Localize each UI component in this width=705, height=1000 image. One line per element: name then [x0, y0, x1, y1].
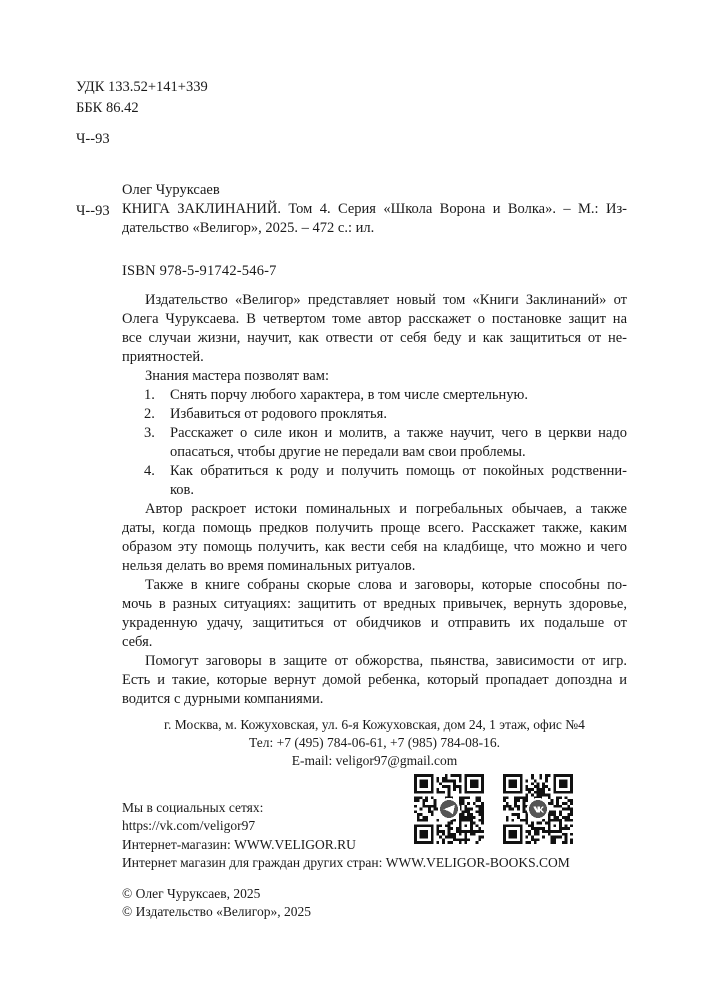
- list-number: 1.: [144, 387, 155, 403]
- list-text: опасаться, чтобы другие не передали вам свои проблемы.: [170, 444, 526, 460]
- annotation: [122, 291, 627, 709]
- paragraph-intro: [122, 291, 627, 367]
- text-line: себя.: [122, 634, 153, 650]
- copyright-publisher: © Издательство «Велигор», 2025: [122, 904, 311, 919]
- social-label: Мы в социальных сетях:: [122, 800, 264, 815]
- paragraph-spells: [122, 576, 627, 652]
- email: E-mail: veligor97@gmail.com: [291, 753, 458, 768]
- text-line: Автор раскроет истоки поминальных и погребальных обычаев, а также: [145, 501, 627, 517]
- list-number: 4.: [144, 463, 155, 479]
- list-number: 3.: [144, 425, 155, 441]
- address: г. Москва, м. Кожуховская, ул. 6-я Кожуховская, дом 24, 1 этаж, офис №4: [164, 717, 585, 732]
- text-line: нельзя делать во время поминальных ритуалов.: [122, 558, 416, 574]
- social-link[interactable]: https://vk.com/veligor97: [122, 818, 256, 833]
- udk-code: УДК 133.52+141+339: [76, 79, 208, 95]
- qr-code-image: [503, 774, 573, 844]
- text-line: Также в книге собраны скорые слова и заговоры, которые способны по-: [145, 577, 627, 593]
- text-line: мочь в разных ситуациях: защитить от вредных привычек, вернуть здоровье,: [122, 596, 627, 612]
- text-line: Олега Чуруксаева. В четвертом томе автор расскажет о постановке защит на: [122, 311, 627, 327]
- text-line: украденную удачу, защититься от обидчиков и отправить их подальше от: [122, 615, 627, 631]
- bbk-code: ББК 86.42: [76, 100, 139, 116]
- classification-codes: [76, 78, 208, 151]
- list-intro: Знания мастера позволят вам:: [145, 368, 330, 384]
- list-text: Как обратиться к роду и получить помощь от покойных родственни-: [170, 463, 627, 479]
- list-text: Снять порчу любого характера, в том числе смертельную.: [170, 387, 529, 403]
- list-item: [122, 386, 627, 405]
- shop-block: [122, 836, 570, 872]
- text-line: Издательство «Велигор» представляет новый том «Книги Заклинаний» от: [145, 292, 627, 308]
- list-text: ков.: [170, 482, 195, 498]
- list-item: [122, 424, 627, 462]
- qr-code-image: [414, 774, 484, 844]
- biblio-line: КНИГА ЗАКЛИНАНИЙ. Том 4. Серия «Школа Ворона и Волка». – М.: Из-: [122, 201, 627, 217]
- copyright-block: [122, 885, 311, 921]
- isbn: ISBN 978-5-91742-546-7: [122, 263, 277, 279]
- shop-link[interactable]: Интернет-магазин: WWW.VELIGOR.RU: [122, 837, 356, 852]
- list-text: Избавиться от родового проклятья.: [170, 406, 387, 422]
- paragraph-protection: [122, 652, 627, 709]
- text-line: образом эту помощь получить, как вести себя на кладбище, что можно и чего: [122, 539, 627, 555]
- qr-code-telegram[interactable]: [414, 774, 484, 844]
- skills-list: [122, 386, 627, 500]
- qr-code-vk[interactable]: [503, 774, 573, 844]
- shop-foreign-link[interactable]: Интернет магазин для граждан других стран: WWW.VELIGOR-BOOKS.COM: [122, 855, 570, 870]
- text-line: даты, когда помощь предков получить проще всего. Расскажет также, каким: [122, 520, 627, 536]
- list-text: Расскажет о силе икон и молитв, а также научит, чего в церкви надо: [170, 425, 627, 441]
- list-item: [122, 462, 627, 500]
- copyright-author: © Олег Чуруксаев, 2025: [122, 886, 261, 901]
- biblio-line: дательство «Велигор», 2025. – 472 с.: ил.: [122, 220, 375, 236]
- text-line: все случаи жизни, научит, как отвести от себя беду и как защититься от не-: [122, 330, 627, 346]
- biblio-author-mark: Ч--93: [76, 203, 110, 219]
- text-line: приятностей.: [122, 349, 204, 365]
- biblio-author: Олег Чуруксаев: [122, 182, 220, 198]
- social-block: [122, 799, 263, 835]
- publisher-contacts: [122, 716, 627, 770]
- phone: Тел: +7 (495) 784-06-61, +7 (985) 784-08-16.: [249, 735, 500, 750]
- bibliographic-record: [122, 181, 627, 238]
- text-line: водится с дурными компаниями.: [122, 691, 324, 707]
- list-item: [122, 405, 627, 424]
- text-line: Есть и такие, которые вернут домой ребенка, который пропадает допоздна и: [122, 672, 627, 688]
- author-mark: Ч--93: [76, 131, 110, 147]
- paragraph-customs: [122, 500, 627, 576]
- text-line: Помогут заговоры в защите от обжорства, пьянства, зависимости от игр.: [145, 653, 627, 669]
- list-number: 2.: [144, 406, 155, 422]
